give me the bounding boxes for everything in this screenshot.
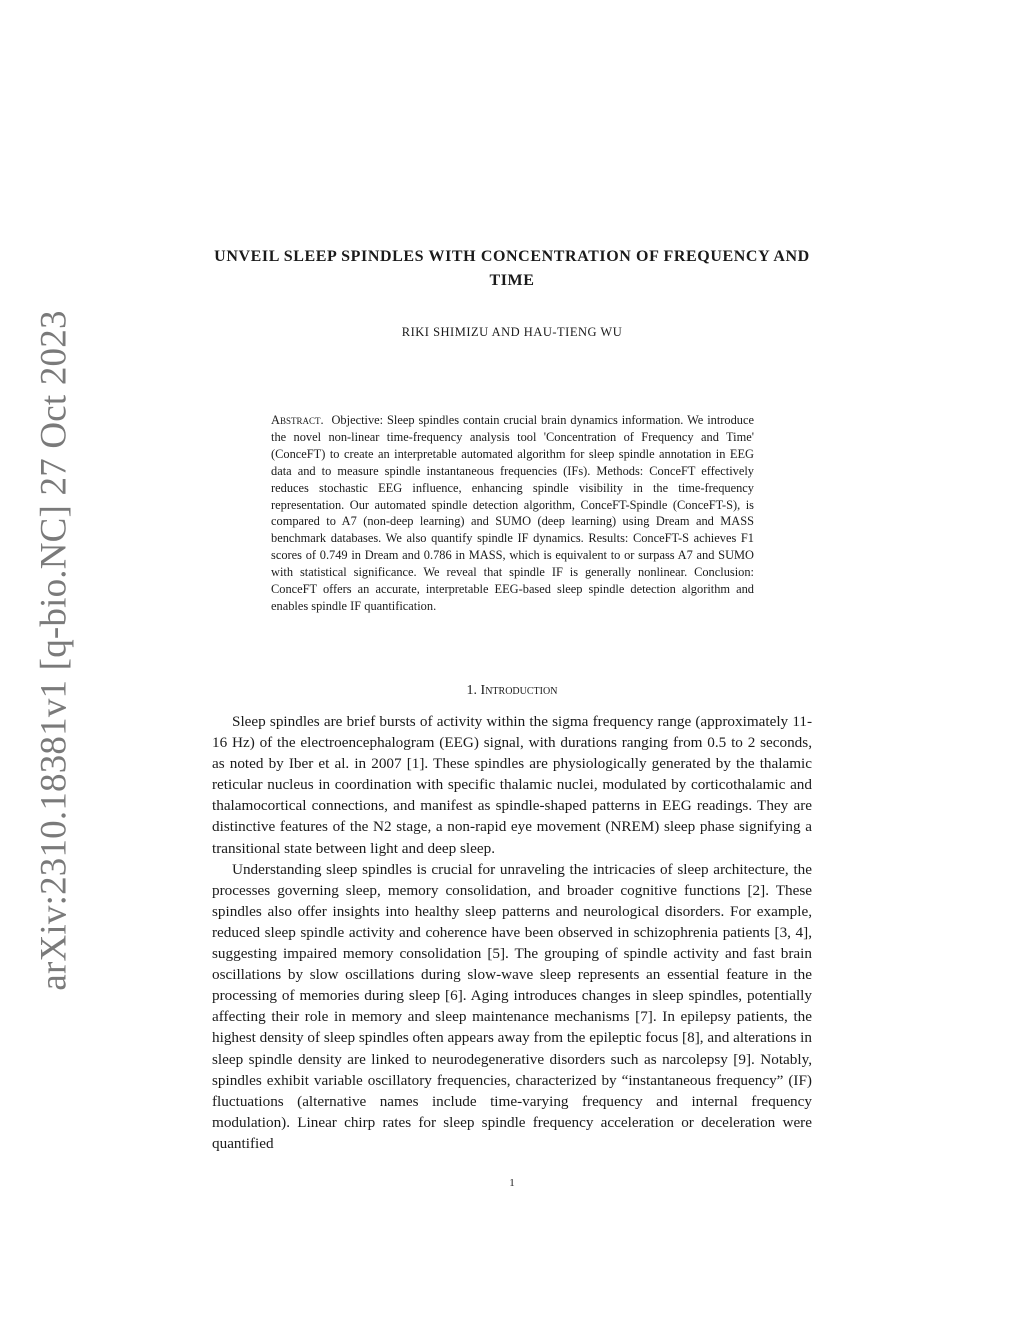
paper-title: UNVEIL SLEEP SPINDLES WITH CONCENTRATION OF FREQUENCY AND TIME bbox=[214, 248, 810, 289]
paragraph: Understanding sleep spindles is crucial for unraveling the intricacies of sleep architecture, the processes governing sleep, memory consolidation, and broader cognitive functions [2]. These spindles also offer insights into healthy sleep patterns and neurological disorders. For example, reduced sleep spindle activity and coherence have been observed in schizophrenia patients [3, 4], suggesting impaired memory consolidation [5]. The grouping of spindle activity and fast brain oscillations by slow oscillations during slow-wave sleep represents an essential feature in the processing of memories during sleep [6]. Aging introduces changes in sleep spindles, potentially affecting their role in memory and sleep maintenance mechanisms [7]. In epilepsy patients, the highest density of sleep spindles often appears away from the epileptic focus [8], and alterations in sleep spindle density are linked to neurodegenerative disorders such as narcolepsy [9]. Notably, spindles exhibit variable oscillatory frequencies, characterized by “instantaneous frequency” (IF) fluctuations (alternative names include time-varying frequency and internal frequency modulation). Linear chirp rates for sleep spindle frequency acceleration or deceleration were quantified bbox=[212, 860, 812, 1152]
section-title: Introduction bbox=[480, 683, 558, 698]
abstract bbox=[271, 412, 754, 615]
abstract-label: Abstract. bbox=[271, 413, 324, 427]
introduction-body bbox=[212, 711, 812, 1154]
arxiv-identifier-text: arXiv:2310.18381v1 [q-bio.NC] 27 Oct 2023 bbox=[33, 309, 75, 991]
arxiv-identifier-stamp bbox=[24, 309, 84, 991]
section-number: 1. bbox=[466, 683, 478, 698]
paper-authors: RIKI SHIMIZU AND HAU-TIENG WU bbox=[401, 325, 623, 339]
paragraph: Sleep spindles are brief bursts of activity within the sigma frequency range (approximately 11-16 Hz) of the electroencephalogram (EEG) signal, with durations ranging from 0.5 to 2 seconds, as noted by Iber et al. in 2007 [1]. These spindles are physiologically generated by the thalamic reticular nucleus in coordination with specific thalamic nuclei, modulated by corticothalamic and thalamocortical connections, and manifest as spindle-shaped patterns in EEG readings. They are distinctive features of the N2 stage, a non-rapid eye movement (NREM) sleep phase signifying a transitional state between light and deep sleep. bbox=[212, 713, 812, 857]
abstract-text: Objective: Sleep spindles contain crucial brain dynamics information. We introduce the novel non-linear time-frequency analysis tool 'Concentration of Frequency and Time' (ConceFT) to create an interpretable automated algorithm for sleep spindle annotation in EEG data and to measure spindle instantaneous frequencies (IFs). Methods: ConceFT effectively reduces stochastic EEG influence, enhancing spindle visibility in the time-frequency representation. Our automated spindle detection algorithm, ConceFT-Spindle (ConceFT-S), is compared to A7 (non-deep learning) and SUMO (deep learning) using Dream and MASS benchmark databases. We also quantify spindle IF dynamics. Results: ConceFT-S achieves F1 scores of 0.749 in Dream and 0.786 in MASS, which is equivalent to or surpass A7 and SUMO with statistical significance. We reveal that spindle IF is generally nonlinear. Conclusion: ConceFT offers an accurate, interpretable EEG-based sleep spindle detection algorithm and enables spindle IF quantification. bbox=[271, 413, 754, 613]
page-number: 1 bbox=[509, 1177, 515, 1189]
section-heading bbox=[200, 683, 824, 699]
